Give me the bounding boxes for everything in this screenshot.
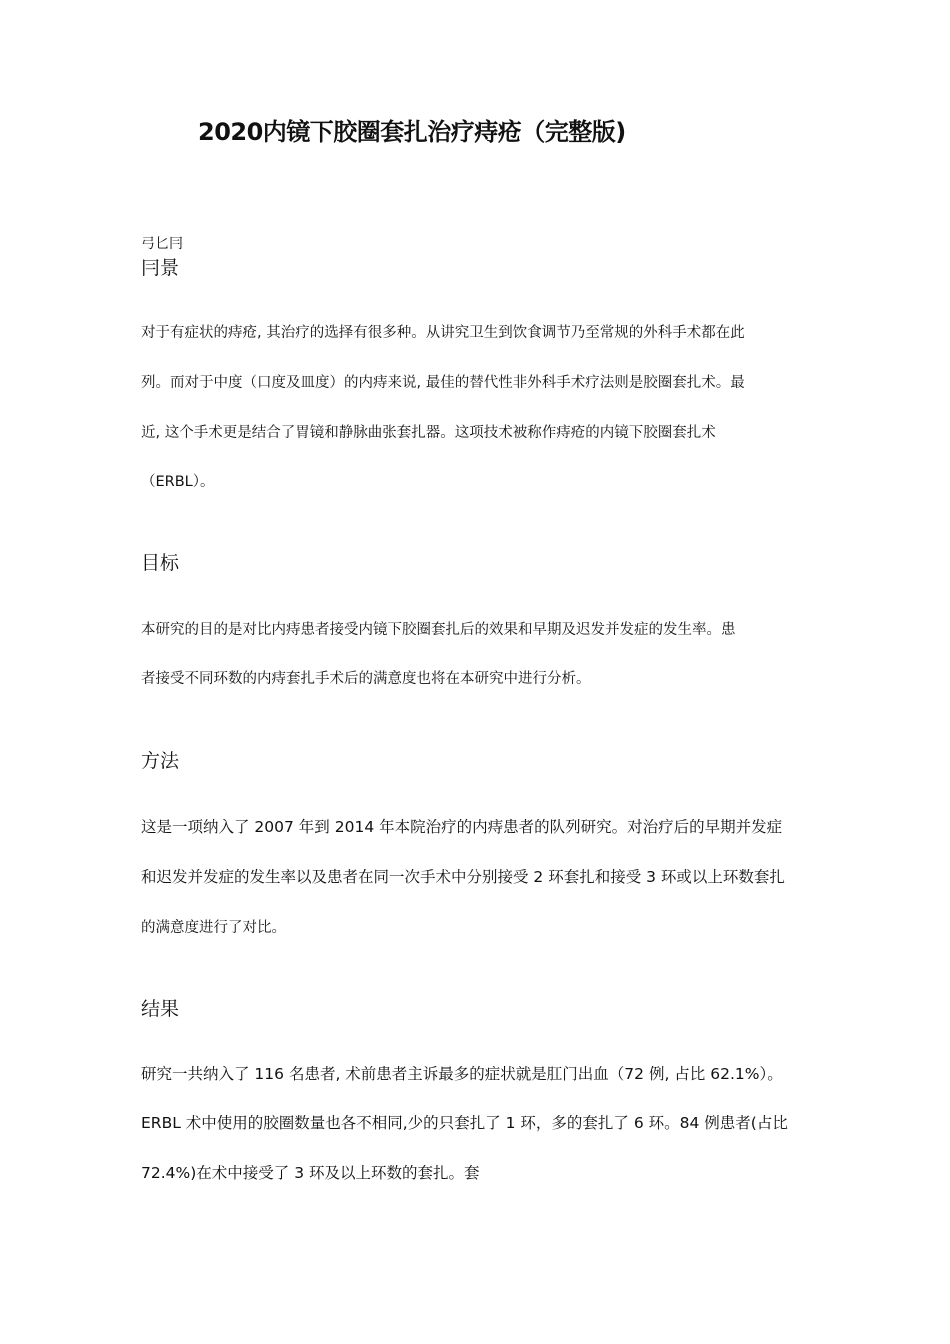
paragraph-line: 近, 这个手术更是结合了胃镜和静脉曲张套扎器。这项技术被称作痔疮的内镜下胶圈套扎术 [141,425,716,441]
paragraph-line: ERBL 术中使用的胶圈数量也各不相同,少的只套扎了 1 环，多的套扎了 6 环。84 例患者(占比 [141,1114,788,1132]
section-heading-background: 冃景 [141,257,180,279]
paragraph-line: 对于有症状的痔疮, 其治疗的选择有很多种。从讲究卫生到饮食调节乃至常规的外科手术都在此 [141,325,745,341]
document-title: 2020内镜下胶圈套扎治疗痔疮（完整版) [198,118,626,146]
paragraph-line: 列。而对于中度（口度及皿度）的内痔来说, 最佳的替代性非外科手术疗法则是胶圈套扎术。最 [141,375,745,391]
garbled-label: 弓匕冃 [141,236,183,252]
paragraph-line: 和迟发并发症的发生率以及患者在同一次手术中分别接受 2 环套扎和接受 3 环或以上环数套扎 [141,868,785,886]
section-heading-methods: 方法 [141,750,180,772]
paragraph-line: 这是一项纳入了 2007 年到 2014 年本院治疗的内痔患者的队列研究。对治疗后的早期并发症 [141,818,783,836]
paragraph-line: 72.4%)在术中接受了 3 环及以上环数的套扎。套 [141,1164,480,1182]
paragraph-line: 本研究的目的是对比内痔患者接受内镜下胶圈套扎后的效果和早期及迟发并发症的发生率。患 [141,622,736,638]
section-heading-results: 结果 [141,998,180,1020]
section-heading-objective: 目标 [141,552,180,574]
paragraph-line: 研究一共纳入了 116 名患者, 术前患者主诉最多的症状就是肛门出血（72 例, 占比 62.1%）。 [141,1065,783,1083]
paragraph-line: 的满意度进行了对比。 [141,920,286,936]
paragraph-line: （ERBL）。 [141,474,215,490]
paragraph-line: 者接受不同环数的内痔套扎手术后的满意度也将在本研究中进行分析。 [141,671,591,687]
